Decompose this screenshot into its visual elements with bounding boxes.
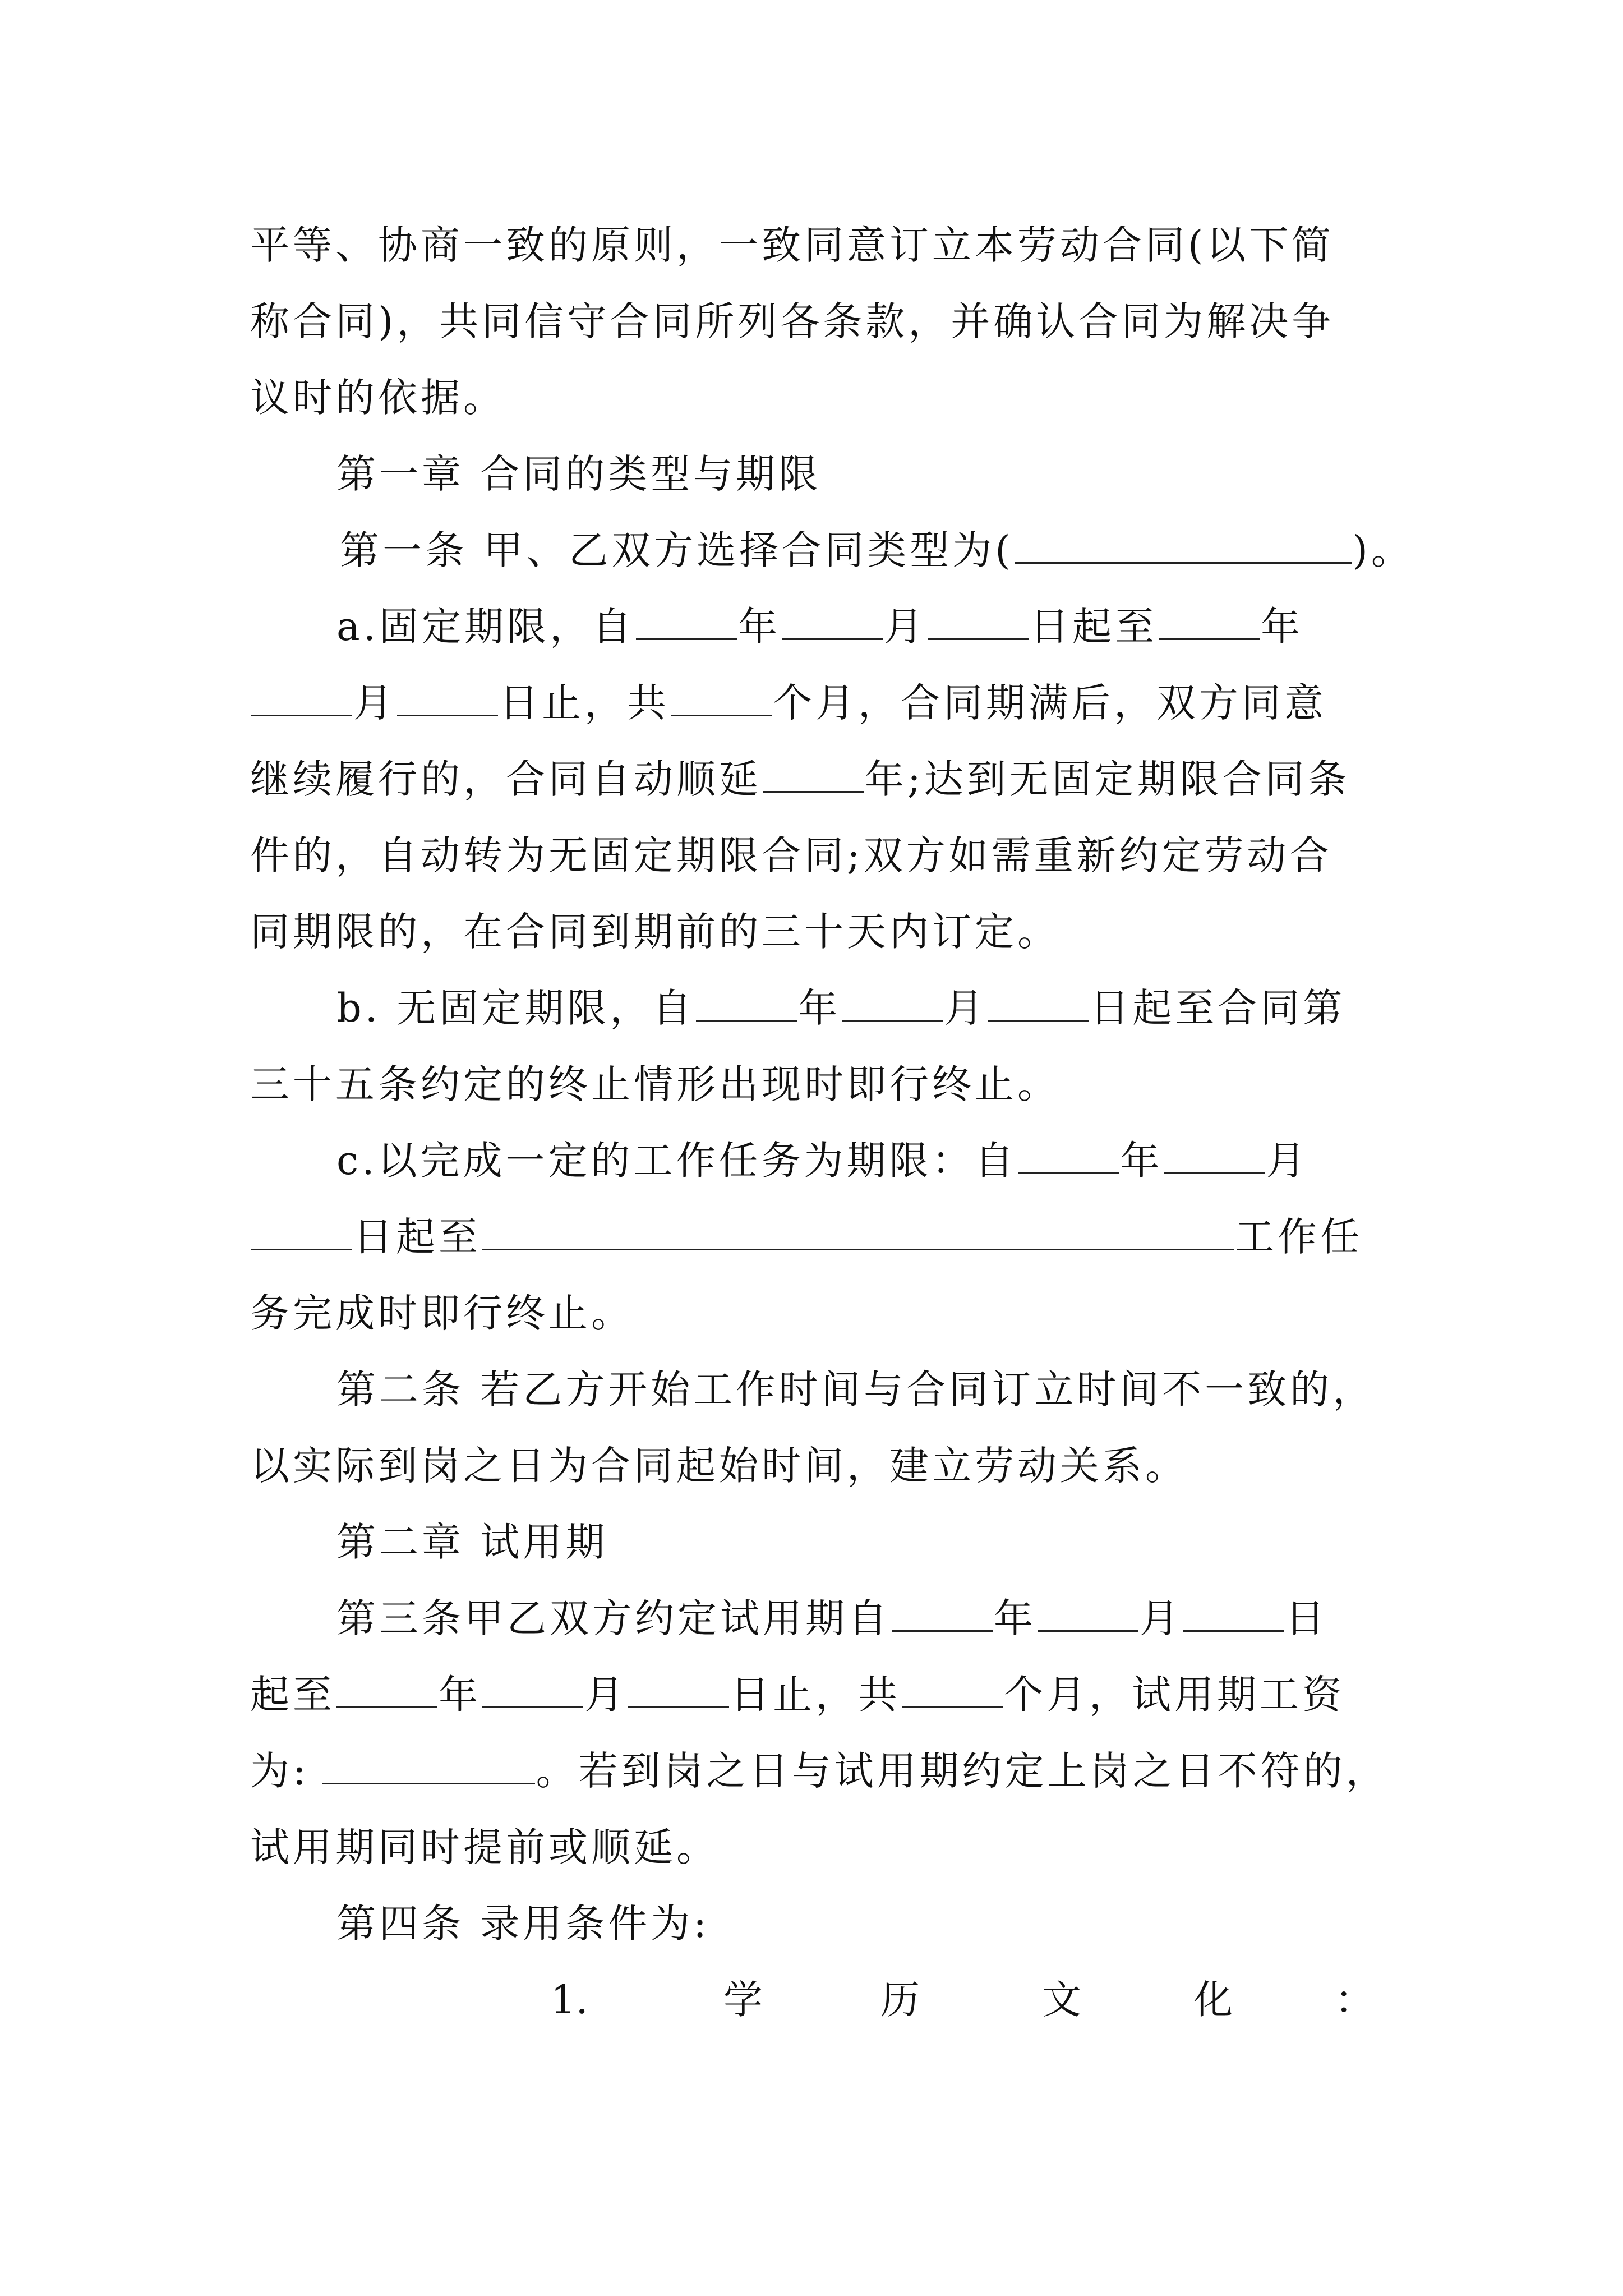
- month-label: 月: [1140, 1595, 1182, 1641]
- chapter-title: 第二章 试用期: [336, 1519, 608, 1565]
- clause-a-line-1: [336, 588, 1303, 665]
- text-line: 同期限的，在合同到期前的三十天内订定。: [250, 909, 1060, 955]
- probation-start-year-blank[interactable]: [892, 1595, 993, 1632]
- article-3-lead: 第三条甲乙双方约定试用期自: [336, 1595, 891, 1641]
- year-label: 年: [737, 604, 781, 650]
- clause-a-label: a.固定期限，自: [336, 604, 635, 650]
- month-label: 月: [584, 1672, 627, 1718]
- year-label: 年: [439, 1672, 481, 1718]
- from-until-label: 日起至: [353, 1214, 481, 1260]
- text-line: 称合同)，共同信守合同所列各条款，并确认合同为解决争: [250, 298, 1335, 344]
- text-line: 议时的依据。: [250, 375, 506, 421]
- month-label: 月: [883, 604, 926, 650]
- text-line: 试用期同时提前或顺延。: [250, 1824, 719, 1870]
- from-to-label: 起至: [250, 1672, 335, 1718]
- end-day-blank[interactable]: [397, 680, 498, 716]
- month-label: 月: [1266, 1138, 1309, 1184]
- text-line: 第二条 若乙方开始工作时间与合同订立时间不一致的，: [336, 1366, 1376, 1412]
- article-3-line-3: [250, 1732, 1389, 1810]
- text-line: 件的，自动转为无固定期限合同;双方如需重新约定劳动合: [250, 832, 1332, 878]
- article-1-tail: )。: [1352, 527, 1414, 573]
- c-day-blank[interactable]: [251, 1214, 352, 1250]
- clause-c-line-1: [336, 1122, 1308, 1199]
- renewal-text-tail: 年;达到无固定期限合同条: [865, 756, 1350, 802]
- item-number: 1.: [551, 1977, 588, 2023]
- day-label: 日: [1285, 1595, 1328, 1641]
- renewal-text: 继续履行的，合同自动顺延: [250, 756, 762, 802]
- year-label: 年: [994, 1595, 1036, 1641]
- probation-end-year-blank[interactable]: [336, 1672, 437, 1708]
- month-label: 月: [353, 680, 396, 726]
- article-3-line-1: [336, 1580, 1328, 1657]
- day-end-label: 日止，共: [730, 1672, 901, 1718]
- clause-b-tail: 日起至合同第: [1090, 985, 1346, 1031]
- months-count-blank[interactable]: [671, 680, 772, 716]
- b-year-blank[interactable]: [696, 985, 797, 1022]
- c-month-blank[interactable]: [1164, 1138, 1265, 1174]
- probation-months-blank[interactable]: [902, 1672, 1003, 1708]
- clause-b-line-1: [336, 969, 1345, 1047]
- start-month-blank[interactable]: [782, 604, 883, 640]
- text-line: 三十五条约定的终止情形出现时即行终止。: [250, 1061, 1060, 1107]
- text-line: 务完成时即行终止。: [250, 1290, 634, 1336]
- months-label: 个月，合同期满后，双方同意: [773, 680, 1327, 726]
- clause-c-tail: 工作任: [1235, 1214, 1363, 1260]
- wage-prefix: 为:: [250, 1748, 310, 1794]
- clause-a-line-3: [250, 740, 1350, 818]
- clause-c-label: c.以完成一定的工作任务为期限：自: [336, 1138, 1017, 1184]
- item-char: 文: [1042, 1977, 1081, 2023]
- day-end-label: 日止，共: [499, 680, 670, 726]
- renewal-years-blank[interactable]: [763, 756, 864, 793]
- article-3-tail: 。若到岗之日与试用期约定上岗之日不符的，: [536, 1748, 1389, 1794]
- probation-start-month-blank[interactable]: [1038, 1595, 1138, 1632]
- chapter-title: 第一章 合同的类型与期限: [336, 451, 822, 497]
- b-day-blank[interactable]: [988, 985, 1089, 1022]
- article-1-lead: 第一条 甲、乙双方选择合同类型为(: [340, 527, 1014, 573]
- c-year-blank[interactable]: [1018, 1138, 1119, 1174]
- year-label: 年: [798, 985, 841, 1031]
- probation-wage-blank[interactable]: [322, 1748, 535, 1784]
- item-char: 化: [1193, 1977, 1233, 2023]
- year-label: 年: [1260, 604, 1303, 650]
- probation-wage-label: 个月，试用期工资: [1004, 1672, 1345, 1718]
- clause-b-label: b. 无固定期限，自: [336, 985, 695, 1031]
- text-line: 平等、协商一致的原则，一致同意订立本劳动合同(以下简: [250, 222, 1335, 268]
- article-3-line-2: [250, 1656, 1345, 1733]
- day-from-label: 日起至: [1029, 604, 1158, 650]
- item-char: 历: [880, 1977, 920, 2023]
- start-year-blank[interactable]: [636, 604, 737, 640]
- article-1-line: [340, 512, 1414, 589]
- item-char: 学: [723, 1977, 763, 2023]
- probation-end-day-blank[interactable]: [628, 1672, 729, 1708]
- contract-type-blank[interactable]: [1015, 527, 1352, 564]
- item-colon: ：: [1335, 1977, 1374, 2023]
- year-label: 年: [1120, 1138, 1163, 1184]
- end-month-blank[interactable]: [251, 680, 352, 716]
- probation-end-month-blank[interactable]: [482, 1672, 583, 1708]
- b-month-blank[interactable]: [842, 985, 943, 1022]
- end-year-blank[interactable]: [1159, 604, 1260, 640]
- start-day-blank[interactable]: [928, 604, 1029, 640]
- clause-c-line-2: [250, 1198, 1363, 1276]
- text-line: 第四条 录用条件为:: [336, 1901, 710, 1947]
- month-label: 月: [944, 985, 987, 1031]
- work-task-blank[interactable]: [482, 1214, 1234, 1250]
- probation-start-day-blank[interactable]: [1183, 1595, 1284, 1632]
- clause-a-line-2: [250, 664, 1327, 742]
- text-line: 以实际到岗之日为合同起始时间，建立劳动关系。: [250, 1443, 1188, 1489]
